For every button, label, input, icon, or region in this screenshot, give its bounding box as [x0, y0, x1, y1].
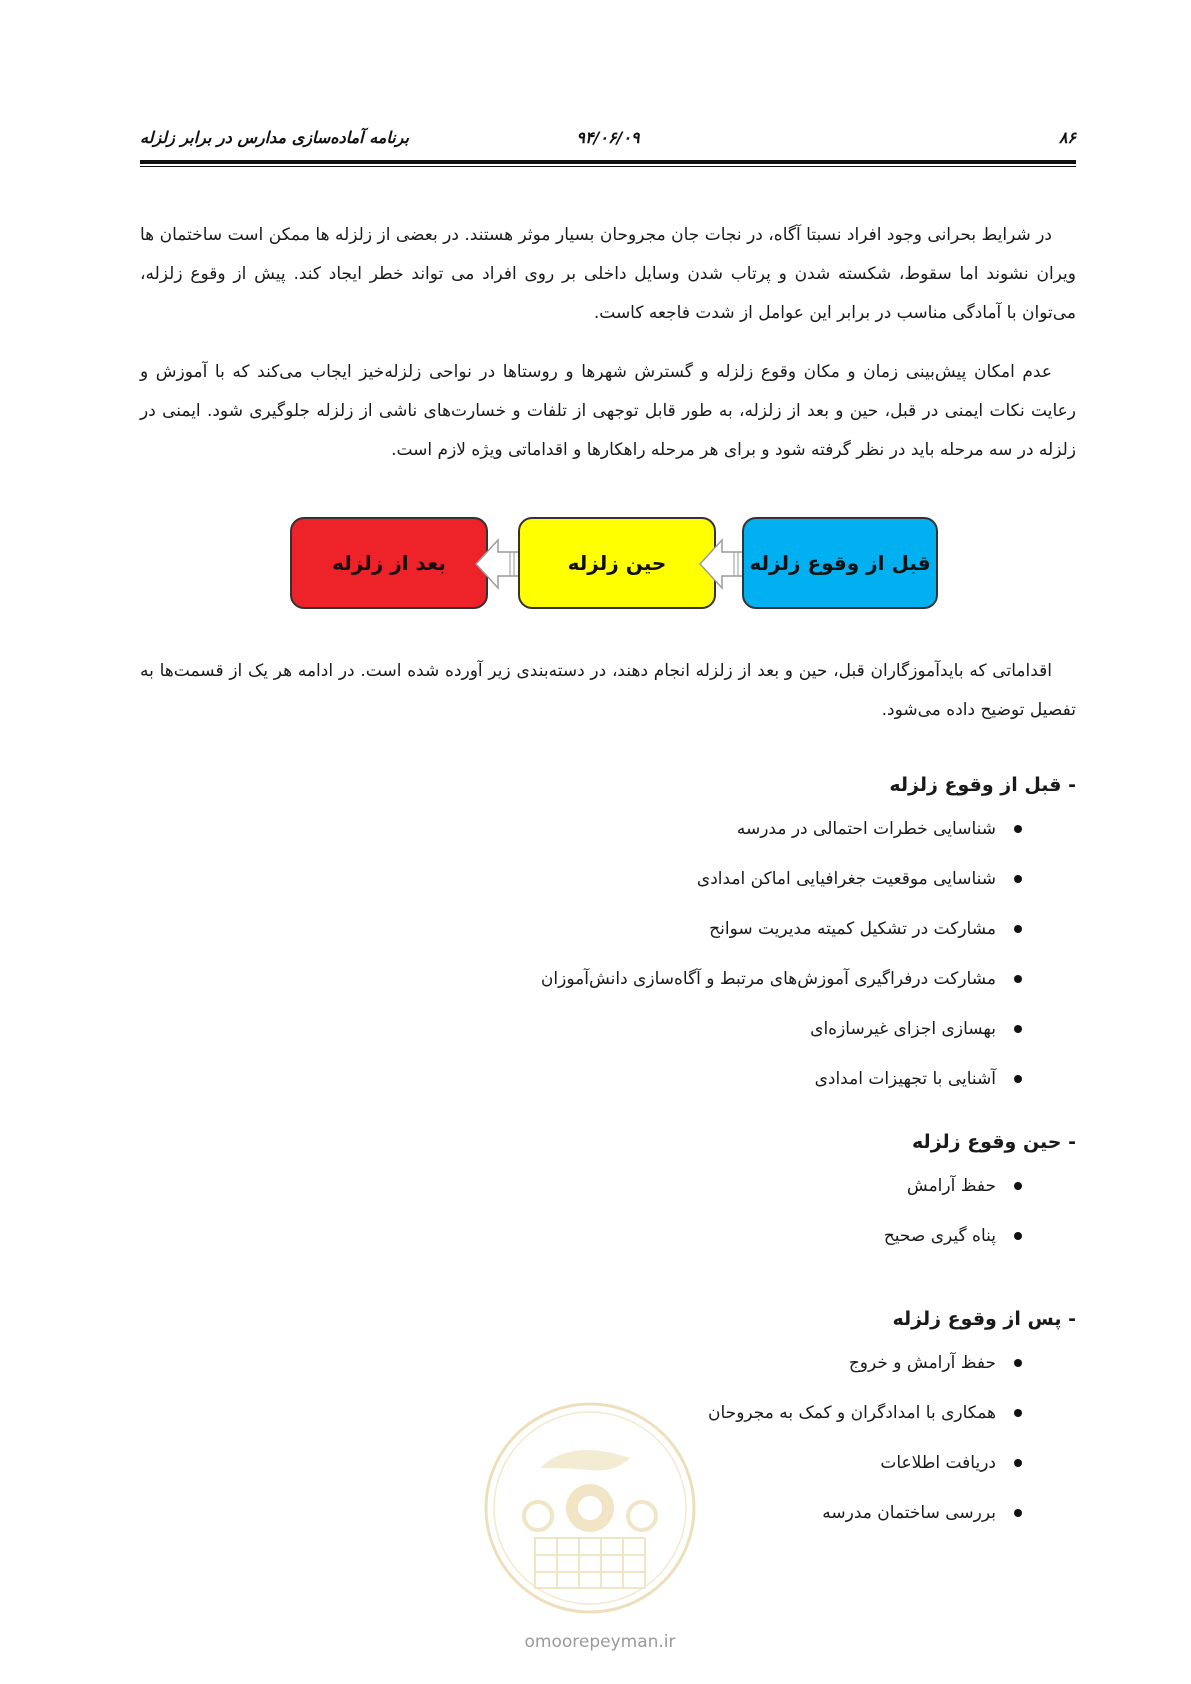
section-after-heading: - پس از وقوع زلزله [892, 1308, 1076, 1330]
bullet-icon [1014, 925, 1022, 933]
bullet-icon [1014, 1025, 1022, 1033]
section-before-list [140, 804, 1076, 1104]
phase-after-label: بعد از زلزله [332, 551, 446, 575]
phase-before-label: قبل از وقوع زلزله [749, 551, 931, 575]
list-item-text: شناسایی خطرات احتمالی در مدرسه [736, 819, 996, 839]
bullet-icon [1014, 875, 1022, 883]
list-item-text: بهسازی اجزای غیرسازه‌ای [810, 1019, 996, 1039]
bullet-icon [1014, 1232, 1022, 1240]
phase-before-box [742, 517, 938, 609]
header-rule-thick [140, 160, 1076, 164]
list-item-text: همکاری با امدادگران و کمک به مجروحان [708, 1403, 996, 1423]
left-arrow-icon [698, 536, 746, 592]
header-rule-thin [140, 166, 1076, 167]
list-item [140, 1338, 1076, 1388]
list-item-text: حفظ آرامش و خروج [848, 1353, 996, 1373]
bullet-icon [1014, 825, 1022, 833]
list-item [140, 1161, 1076, 1211]
list-item-text: بررسی ساختمان مدرسه [822, 1503, 996, 1523]
list-item-text: مشارکت در تشکیل کمیته مدیریت سوانح [709, 919, 996, 939]
phase-during-label: حین زلزله [567, 551, 667, 575]
bullet-icon [1014, 1409, 1022, 1417]
list-item [140, 1054, 1076, 1104]
paragraph-2: عدم امکان پیش‌بینی زمان و مکان وقوع زلزله و گسترش شهرها و روستاها در نواحی زلزله‌خیز ایجاب می‌کند که با آموزش و رعایت نکات ایمنی در قبل، حین و بعد از زلزله، به طور قابل توجهی از تلفات و خسارت‌های ناشی از زلزله جلوگیری شود. ایمنی در زلزله در سه مرحله باید در نظر گرفته شود و برای هر مرحله راهکارها و اقداماتی ویژه لازم است. [140, 362, 1076, 460]
list-item [140, 1211, 1076, 1261]
phase-after-box [290, 517, 488, 609]
list-item-text: شناسایی موقعیت جغرافیایی اماکن امدادی [696, 869, 996, 889]
section-before-heading: - قبل از وقوع زلزله [889, 774, 1076, 796]
list-item [140, 1004, 1076, 1054]
left-arrow-icon [474, 536, 522, 592]
list-item [140, 904, 1076, 954]
header-date: ۹۴/۰۶/۰۹ [576, 128, 640, 147]
phase-during-box [518, 517, 716, 609]
bullet-icon [1014, 1182, 1022, 1190]
list-item [140, 954, 1076, 1004]
list-item-text: پناه گیری صحیح [883, 1226, 996, 1246]
list-item-text: آشنایی با تجهیزات امدادی [814, 1069, 996, 1089]
paragraph-2-block [140, 353, 1076, 470]
section-during-list [140, 1161, 1076, 1261]
list-item [140, 854, 1076, 904]
paragraph-1-block [140, 216, 1076, 333]
watermark-seal-icon [480, 1398, 700, 1618]
list-item [140, 804, 1076, 854]
paragraph-3-block [140, 652, 1076, 730]
bullet-icon [1014, 975, 1022, 983]
section-during [140, 1131, 1076, 1261]
list-item-text: حفظ آرامش [906, 1176, 996, 1196]
bullet-icon [1014, 1459, 1022, 1467]
phase-flow-diagram [290, 517, 944, 611]
list-item-text: دریافت اطلاعات [880, 1453, 996, 1473]
watermark-url: omoorepeyman.ir [524, 1632, 676, 1652]
section-during-heading: - حین وقوع زلزله [912, 1131, 1076, 1153]
header-title: برنامه آماده‌سازی مدارس در برابر زلزله [140, 128, 409, 147]
bullet-icon [1014, 1509, 1022, 1517]
page-number: ۸۶ [1058, 128, 1076, 147]
bullet-icon [1014, 1359, 1022, 1367]
page-header [140, 118, 1076, 168]
paragraph-3: اقداماتی که بایدآموزگاران قبل، حین و بعد از زلزله انجام دهند، در دسته‌بندی زیر آورده شده است. در ادامه هر یک از قسمت‌ها به تفصیل توضیح داده می‌شود. [140, 661, 1076, 720]
list-item-text: مشارکت درفراگیری آموزش‌های مرتبط و آگاه‌سازی دانش‌آموزان [540, 969, 996, 989]
paragraph-1: در شرایط بحرانی وجود افراد نسبتا آگاه، در نجات جان مجروحان بسیار موثر هستند. در بعضی از زلزله ها ممکن است ساختمان ها ویران نشوند اما سقوط، شکسته شدن و پرتاب شدن وسایل داخلی بر روی افراد می تواند خطر ایجاد کند. پیش از وقوع زلزله، می‌توان با آمادگی مناسب در برابر این عوامل از شدت فاجعه کاست. [140, 225, 1076, 323]
section-before [140, 774, 1076, 1104]
bullet-icon [1014, 1075, 1022, 1083]
